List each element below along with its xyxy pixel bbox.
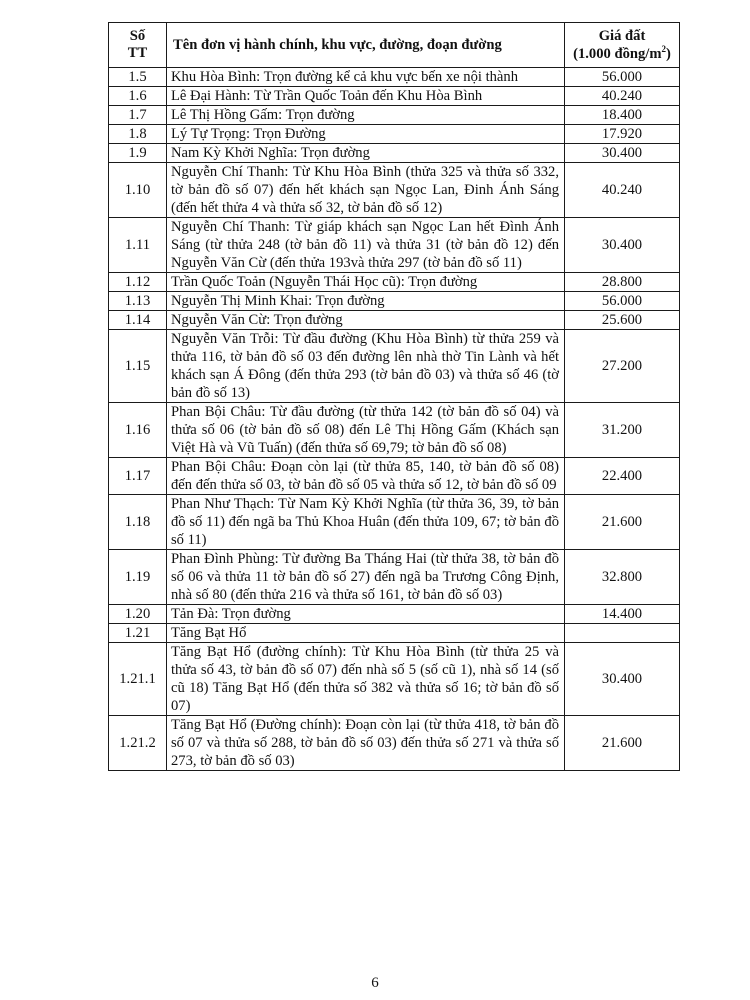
header-stt [109, 23, 167, 68]
table-row [109, 125, 680, 144]
row-stt: 1.5 [109, 68, 167, 87]
row-name: Nam Kỳ Khởi Nghĩa: Trọn đường [167, 144, 565, 163]
header-price-line2 [565, 45, 679, 63]
row-stt: 1.21.2 [109, 716, 167, 771]
row-name: Tăng Bạt Hổ (đường chính): Từ Khu Hòa Bình (từ thửa 25 và thửa số 43, tờ bản đồ số 07) đến nhà số 5 (số cũ 1), nhà số 14 (số cũ 18) Tăng Bạt Hổ (đến thửa số 382 và thửa số 16; tờ bản đồ số 07) [167, 643, 565, 716]
row-name: Tăng Bạt Hổ [167, 624, 565, 643]
header-price-unit-sup: 2 [661, 44, 666, 55]
row-name: Phan Đình Phùng: Từ đường Ba Tháng Hai (từ thửa 38, tờ bản đồ số 06 và thửa 11 tờ bản đồ số 27) đến ngã ba Trương Công Định, nhà số 80 (đến thửa 216 và thửa số 161, tờ bản đồ số 03) [167, 550, 565, 605]
header-price-unit-close: ) [666, 46, 671, 62]
row-price: 40.240 [565, 87, 680, 106]
row-price: 32.800 [565, 550, 680, 605]
row-stt: 1.7 [109, 106, 167, 125]
table-row [109, 218, 680, 273]
header-name: Tên đơn vị hành chính, khu vực, đường, đoạn đường [167, 23, 565, 68]
row-name: Khu Hòa Bình: Trọn đường kể cả khu vực bến xe nội thành [167, 68, 565, 87]
row-name: Phan Bội Châu: Từ đầu đường (từ thửa 142 (tờ bản đồ số 04) và thửa số 06 (tờ bản đồ số 08) đến Lê Thị Hồng Gấm (Khách sạn Việt Hà và Vũ Tuấn) (đến thửa số 69,79; tờ bản đồ số 08) [167, 403, 565, 458]
table-row [109, 403, 680, 458]
row-price: 40.240 [565, 163, 680, 218]
table-row [109, 495, 680, 550]
header-price [565, 23, 680, 68]
page-number: 6 [371, 975, 379, 991]
row-stt: 1.11 [109, 218, 167, 273]
table-body [109, 68, 680, 771]
row-stt: 1.12 [109, 273, 167, 292]
table-row [109, 716, 680, 771]
row-name: Lê Đại Hành: Từ Trần Quốc Toản đến Khu Hòa Bình [167, 87, 565, 106]
table-row [109, 273, 680, 292]
table-row [109, 550, 680, 605]
table-row [109, 605, 680, 624]
row-name: Phan Như Thạch: Từ Nam Kỳ Khởi Nghĩa (từ thửa 36, 39, tờ bản đồ số 11) đến ngã ba Thủ Khoa Huân (đến thửa 109, 67; tờ bản đồ số 11) [167, 495, 565, 550]
header-stt-line2: TT [127, 45, 148, 61]
row-stt: 1.14 [109, 311, 167, 330]
row-name: Nguyễn Thị Minh Khai: Trọn đường [167, 292, 565, 311]
table-row [109, 643, 680, 716]
table-row [109, 87, 680, 106]
row-stt: 1.17 [109, 458, 167, 495]
row-name: Nguyễn Chí Thanh: Từ Khu Hòa Bình (thửa 325 và thửa số 332, tờ bản đồ số 07) đến hết khách sạn Ngọc Lan, Đinh Ánh Sáng (đến hết thửa 4 và thửa số 32, tờ bản đồ số 12) [167, 163, 565, 218]
row-name: Nguyễn Văn Cừ: Trọn đường [167, 311, 565, 330]
row-stt: 1.8 [109, 125, 167, 144]
table-row [109, 458, 680, 495]
row-price: 56.000 [565, 292, 680, 311]
row-price: 30.400 [565, 218, 680, 273]
row-price: 30.400 [565, 643, 680, 716]
row-price [565, 624, 680, 643]
header-row [109, 23, 680, 68]
row-price: 31.200 [565, 403, 680, 458]
row-stt: 1.15 [109, 330, 167, 403]
table-row [109, 624, 680, 643]
row-stt: 1.21.1 [109, 643, 167, 716]
row-price: 21.600 [565, 495, 680, 550]
row-name: Nguyễn Chí Thanh: Từ giáp khách sạn Ngọc Lan hết Đình Ánh Sáng (từ thửa 248 (tờ bản đồ 11) và thửa 31 (tờ bản đồ 12) đến Nguyễn Văn Cừ (đến thửa 193và thửa 297 (tờ bản đồ số 11) [167, 218, 565, 273]
row-price: 27.200 [565, 330, 680, 403]
row-name: Tăng Bạt Hổ (Đường chính): Đoạn còn lại (từ thửa 418, tờ bản đồ số 07 và thửa số 288, tờ bản đồ số 03) đến thửa số 271 và thửa số 273, tờ bản đồ số 03) [167, 716, 565, 771]
row-price: 56.000 [565, 68, 680, 87]
row-name: Lý Tự Trọng: Trọn Đường [167, 125, 565, 144]
row-price: 17.920 [565, 125, 680, 144]
table-row [109, 311, 680, 330]
row-stt: 1.13 [109, 292, 167, 311]
row-name: Lê Thị Hồng Gấm: Trọn đường [167, 106, 565, 125]
land-price-table [108, 22, 680, 771]
row-name: Trần Quốc Toản (Nguyễn Thái Học cũ): Trọn đường [167, 273, 565, 292]
row-stt: 1.6 [109, 87, 167, 106]
row-name: Phan Bội Châu: Đoạn còn lại (từ thửa 85, 140, tờ bản đồ số 08) đến đến thửa số 03, tờ bản đồ số 05 và thửa số 12, tờ bản đồ số 09 [167, 458, 565, 495]
row-price: 21.600 [565, 716, 680, 771]
table-row [109, 163, 680, 218]
row-stt: 1.9 [109, 144, 167, 163]
row-stt: 1.16 [109, 403, 167, 458]
row-stt: 1.10 [109, 163, 167, 218]
table-row [109, 144, 680, 163]
header-stt-line1: Số [129, 28, 146, 44]
row-price: 28.800 [565, 273, 680, 292]
row-name: Tản Đà: Trọn đường [167, 605, 565, 624]
row-price: 22.400 [565, 458, 680, 495]
table-row [109, 68, 680, 87]
row-price: 18.400 [565, 106, 680, 125]
row-price: 14.400 [565, 605, 680, 624]
table-row [109, 106, 680, 125]
header-price-line1: Giá đất [598, 28, 646, 44]
row-name: Nguyễn Văn Trỗi: Từ đầu đường (Khu Hòa Bình) từ thửa 259 và thửa 116, tờ bản đồ số 03 đến đường lên nhà thờ Tin Lành và hết khách sạn Á Đông (đến thửa 293 (tờ bản đồ 03) và thửa số 46 (tờ bản đồ số 13) [167, 330, 565, 403]
row-price: 30.400 [565, 144, 680, 163]
header-price-unit: (1.000 đồng/m [573, 46, 662, 62]
row-stt: 1.21 [109, 624, 167, 643]
row-price: 25.600 [565, 311, 680, 330]
row-stt: 1.20 [109, 605, 167, 624]
row-stt: 1.18 [109, 495, 167, 550]
table-row [109, 330, 680, 403]
table-header [109, 23, 680, 68]
table-row [109, 292, 680, 311]
row-stt: 1.19 [109, 550, 167, 605]
